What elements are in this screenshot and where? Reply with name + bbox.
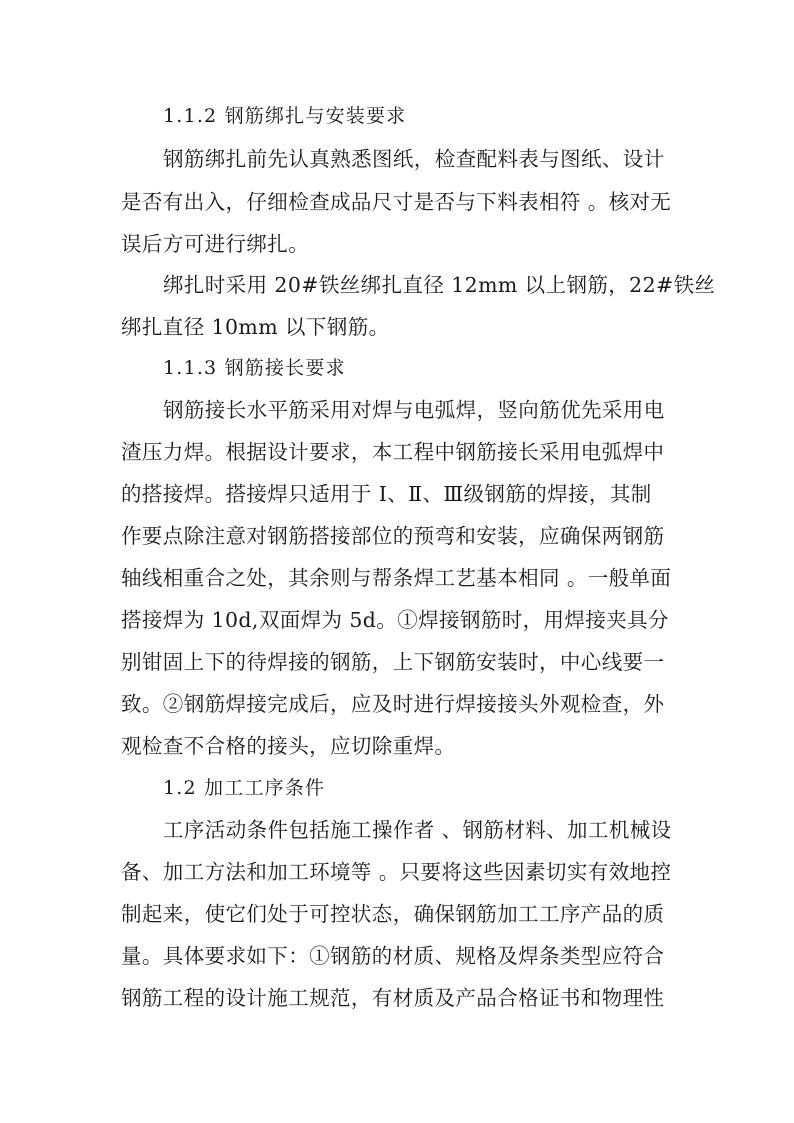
paragraph-line xyxy=(0,308,794,346)
heading-text: 1.2 加工工序条件 xyxy=(163,777,326,799)
paragraph-line xyxy=(0,979,794,1017)
section-heading xyxy=(0,769,794,807)
text-line: 绑扎时采用 20#铁丝绑扎直径 12mm 以上钢筋，22#铁丝 xyxy=(163,273,716,297)
section-heading xyxy=(0,97,794,135)
paragraph-line xyxy=(0,811,794,849)
paragraph-line xyxy=(0,183,794,221)
text-line: 制起来，使它们处于可控状态，确保钢筋加工工序产品的质 xyxy=(121,902,665,926)
paragraph-line xyxy=(0,391,794,429)
paragraph-line xyxy=(0,559,794,597)
text-line: 是否有出入，仔细检查成品尺寸是否与下料表相符 。核对无 xyxy=(121,190,672,214)
paragraph-line xyxy=(0,643,794,681)
text-line: 轴线相重合之处，其余则与帮条焊工艺基本相同 。一般单面 xyxy=(121,566,672,590)
heading-text: 1.1.3 钢筋接长要求 xyxy=(163,357,346,379)
text-line: 搭接焊为 10d,双面焊为 5d。①焊接钢筋时，用焊接夹具分 xyxy=(121,608,669,632)
paragraph-line xyxy=(0,601,794,639)
text-line: 别钳固上下的待焊接的钢筋，上下钢筋安装时，中心线要一 xyxy=(121,650,665,674)
text-line: 误后方可进行绑扎。 xyxy=(121,232,310,256)
paragraph-line xyxy=(0,517,794,555)
text-line: 观检查不合格的接头，应切除重焊。 xyxy=(121,734,456,758)
paragraph-line xyxy=(0,853,794,891)
section-heading xyxy=(0,349,794,387)
text-line: 备、加工方法和加工环境等 。只要将这些因素切实有效地控 xyxy=(121,860,672,884)
paragraph-line xyxy=(0,727,794,765)
paragraph-line xyxy=(0,225,794,263)
paragraph-line xyxy=(0,937,794,975)
text-line: 渣压力焊。根据设计要求，本工程中钢筋接长采用电弧焊中 xyxy=(121,440,665,464)
text-line: 致。②钢筋焊接完成后，应及时进行焊接接头外观检查，外 xyxy=(121,692,665,716)
text-line: 工序活动条件包括施工操作者 、钢筋材料、加工机械设 xyxy=(163,818,672,842)
paragraph-line xyxy=(0,433,794,471)
text-line: 作要点除注意对钢筋搭接部位的预弯和安装，应确保两钢筋 xyxy=(121,524,665,548)
text-line: 的搭接焊。搭接焊只适用于 Ⅰ、Ⅱ、Ⅲ级钢筋的焊接，其制 xyxy=(121,482,652,506)
heading-text: 1.1.2 钢筋绑扎与安装要求 xyxy=(163,105,407,127)
paragraph-line xyxy=(0,140,794,178)
text-line: 绑扎直径 10mm 以下钢筋。 xyxy=(121,315,390,339)
text-line: 钢筋接长水平筋采用对焊与电弧焊，竖向筋优先采用电 xyxy=(163,398,665,422)
text-line: 钢筋工程的设计施工规范，有材质及产品合格证书和物理性 xyxy=(121,986,665,1010)
text-line: 钢筋绑扎前先认真熟悉图纸，检查配料表与图纸、设计 xyxy=(163,147,665,171)
paragraph-line xyxy=(0,685,794,723)
text-line: 量。具体要求如下：①钢筋的材质、规格及焊条类型应符合 xyxy=(121,944,665,968)
paragraph-line xyxy=(0,475,794,513)
paragraph-line xyxy=(0,266,794,304)
paragraph-line xyxy=(0,895,794,933)
